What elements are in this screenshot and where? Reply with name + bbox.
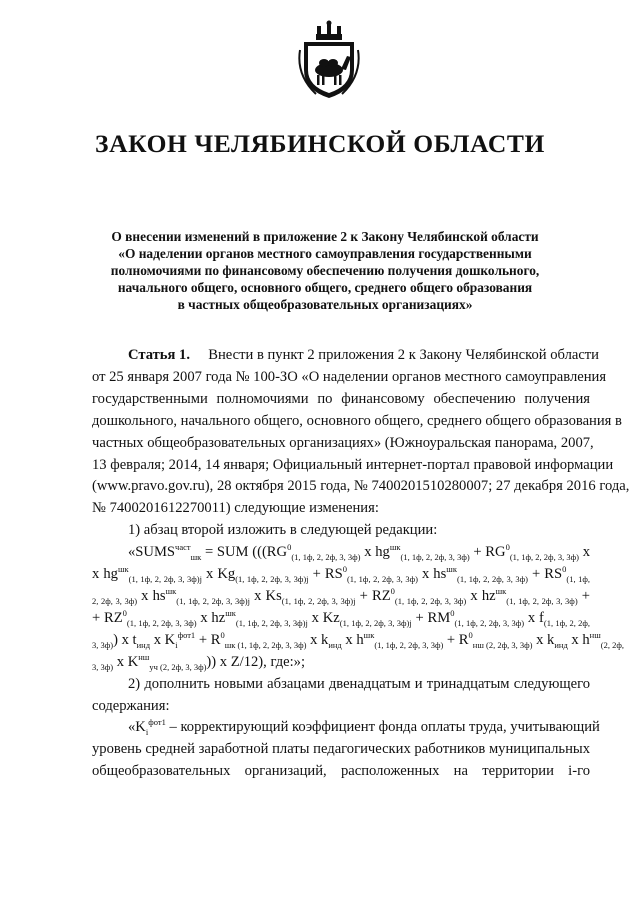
coat-of-arms-emblem [296,20,362,100]
formula-line-2: x $hg^{шк}_{(1, 1ф, 2, 2ф, 3, 3ф)j}$ x $Kg_{(1, 1ф, 2, 2ф, 3, 3ф)j} + RS^0_{(1, 1ф, 2, 2ф, 3, 3ф)}$ x $hs^{шк}_{(1, 1ф, 2, 2ф, 3, 3ф)} + RS^0_{(1, 1ф,}$ [92,564,590,585]
article-body [92,345,630,783]
formula-line-1: «$SUMS^{част}_{шк}$ = SUM ((($RG^0_{(1, 1ф, 2, 2ф, 3, 3ф)}$ x $hg^{шк}_{(1, 1ф, 2, 2ф, 3, 3ф)} + RG^0_{(1, 1ф, 2, 2ф, 3, 3ф)}$ x [128,542,590,563]
article-line: государственными полномочиями по финансовому обеспечению получения [92,390,590,407]
article-line: № 7400201612270011) следующие изменения: [92,500,379,517]
article-line: дошкольного, начального общего, основного общего, среднего общего образования в [92,412,622,429]
law-subject [60,228,590,313]
amendment-item-2: 2) дополнить новыми абзацами двенадцатым и тринадцатым следующего [128,675,590,692]
formula-line-5: $_{3, 3ф)}$) x $t_{инд}$ x $K_i^{фот1} + R^0_{шк (1, 1ф, 2, 2ф, 3, 3ф)}$ x $k_{инд}$ x $h^{шк}_{(1, 1ф, 2, 2ф, 3, 3ф)} + R^0_{нш (2, 2ф, 3, 3ф)}$ x $k_{инд}$ x $h^{нш}_{(2, 2ф,}$ [92,629,624,650]
k-definition-line: уровень средней заработной платы педагогических работников муниципальных [92,741,590,758]
k-definition-line: «$K_i^{фот1}$ – корректирующий коэффициент фонда оплаты труда, учитывающий [128,717,600,738]
subject-line: «О наделении органов местного самоуправления государственными [118,246,532,261]
subject-line: в частных общеобразовательных организациях» [177,297,473,312]
subject-line: О внесении изменений в приложение 2 к Закону Челябинской области [111,229,539,244]
formula-line-6: $_{3, 3ф)}$ x $K^{нш}_{уч (2, 2ф, 3, 3ф)}$)) x Z/12), где:»; [92,651,306,672]
article-line: 13 февраля; 2014, 14 января; Официальный интернет-портал правовой информации [92,456,614,473]
formula-line-4: + $RZ^0_{(1, 1ф, 2, 2ф, 3, 3ф)}$ x $hz^{шк}_{(1, 1ф, 2, 2ф, 3, 3ф)j}$ x $Kz_{(1, 1ф, 2, 2ф, 3, 3ф)j} + RM^0_{(1, 1ф, 2, 2ф, 3, 3ф)}$ x $f_{(1, 1ф, 2, 2ф,}$ [92,607,590,628]
article-line: частных общеобразовательных организациях» (Южноуральская панорама, 2007, [92,434,594,451]
article-line: от 25 января 2007 года № 100-ЗО «О наделении органов местного самоуправления [92,368,607,385]
article-label: Статья 1. [128,347,190,363]
article-text: Внести в пункт 2 приложения 2 к Закону Челябинской области [208,347,599,363]
k-definition-line: общеобразовательных организаций, расположенных на территории i-го [92,763,590,780]
amendment-item-1: 1) абзац второй изложить в следующей редакции: [128,522,438,539]
subject-line: начального общего, основного общего, среднего общего образования [117,280,533,295]
article-first-line [92,345,599,367]
amendment-item-2-cont: содержания: [92,697,170,714]
formula-line-3: $_{2, 2ф, 3, 3ф)}$ x $hs^{шк}_{(1, 1ф, 2, 2ф, 3, 3ф)j}$ x $Ks_{(1, 1ф, 2, 2ф, 3, 3ф)j} + RZ^0_{(1, 1ф, 2, 2ф, 3, 3ф)}$ x $hz^{шк}_{(1, 1ф, 2, 2ф, 3, 3ф)}$ + [92,585,591,606]
crown-icon [316,21,342,41]
law-title: ЗАКОН ЧЕЛЯБИНСКОЙ ОБЛАСТИ [95,129,545,158]
subject-line: полномочиями по финансовому обеспечению получения дошкольного, [110,263,540,278]
article-line: (www.pravo.gov.ru), 28 октября 2015 года, № 7400201510280007; 27 декабря 2016 года, [92,478,630,495]
